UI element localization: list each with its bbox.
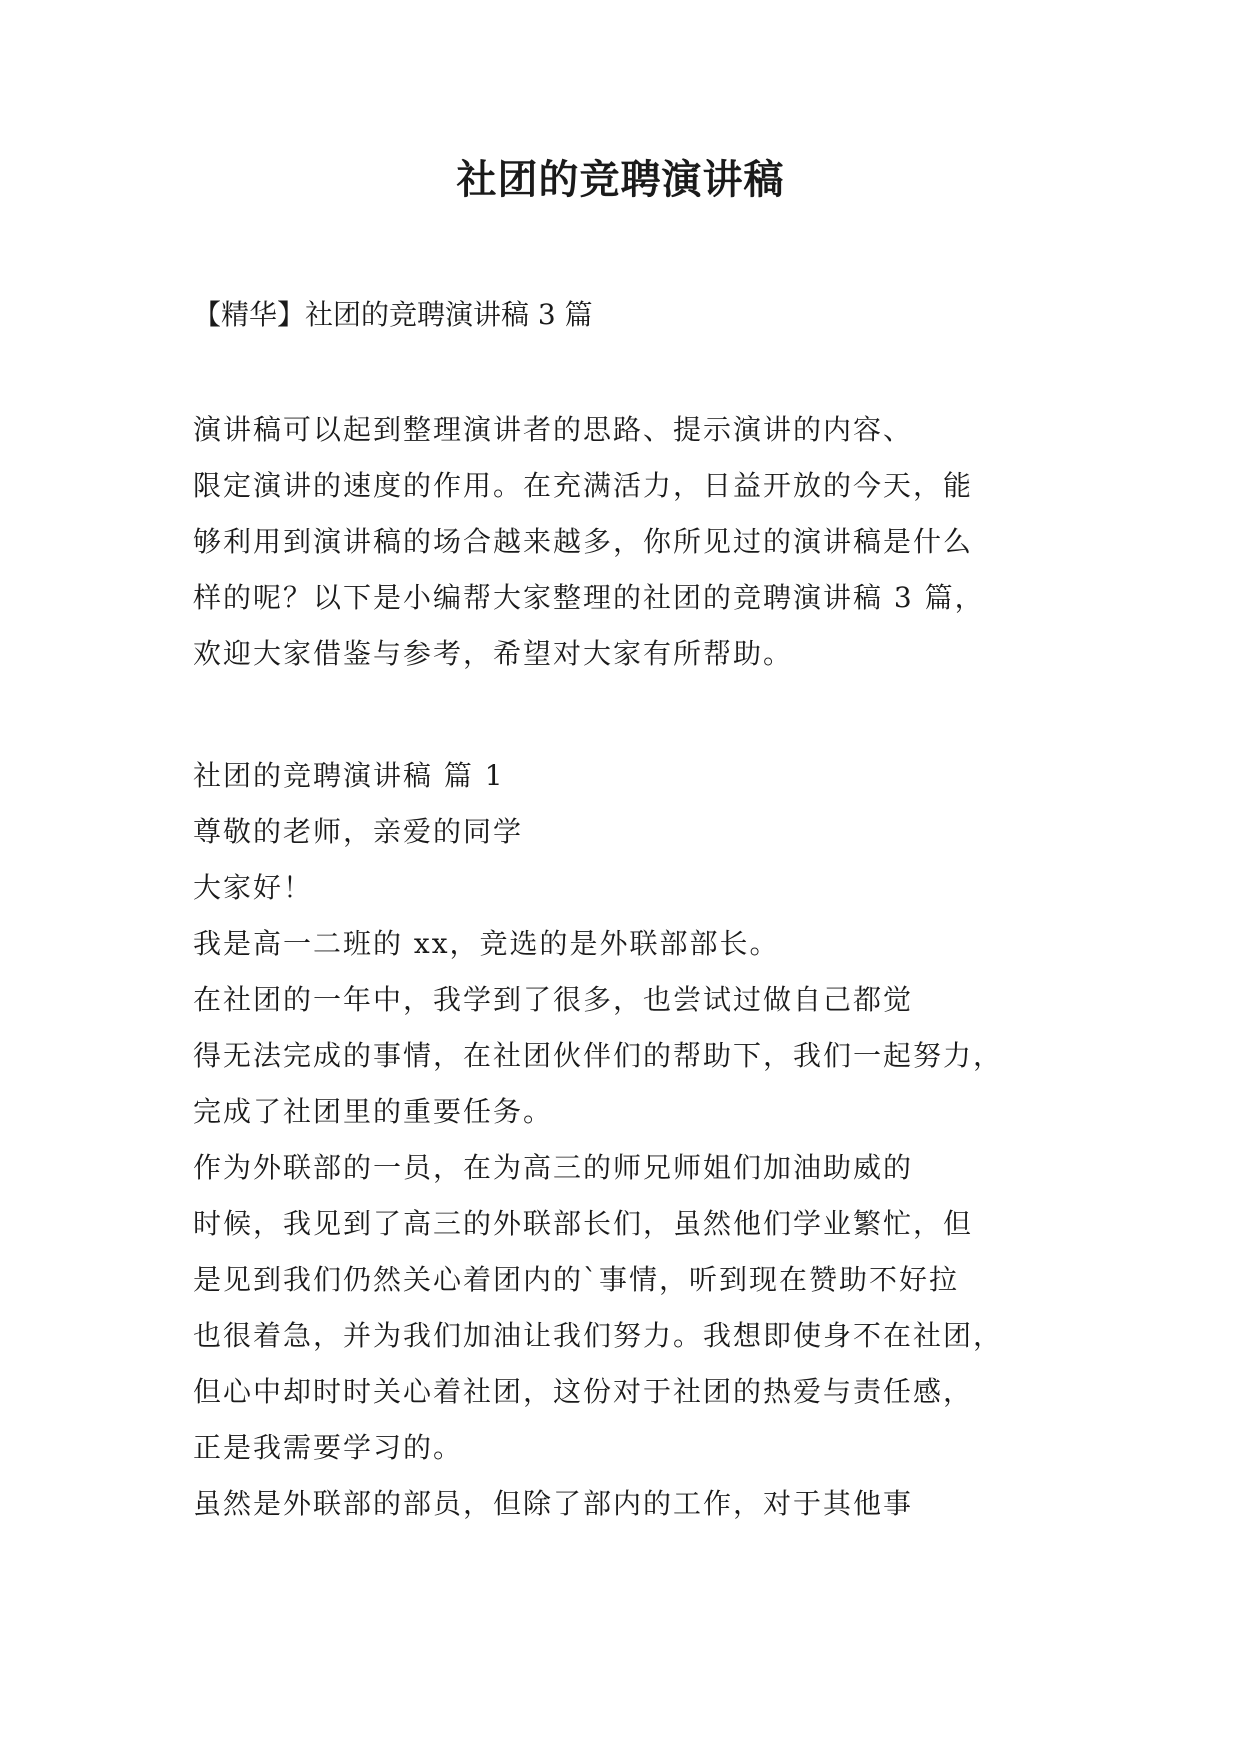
paragraph-line: 欢迎大家借鉴与参考，希望对大家有所帮助。	[193, 637, 794, 670]
section-heading: 社团的竞聘演讲稿 篇 1	[193, 759, 505, 792]
greeting: 大家好！	[193, 871, 314, 904]
paragraph-line: 是见到我们仍然关心着团内的`事情，听到现在赞助不好拉	[193, 1263, 960, 1296]
salutation: 尊敬的老师，亲爱的同学	[193, 815, 524, 848]
paragraph-line: 样的呢？以下是小编帮大家整理的社团的竞聘演讲稿 3 篇，	[193, 581, 985, 614]
paragraph-line: 时候，我见到了高三的外联部长们，虽然他们学业繁忙，但	[193, 1207, 974, 1240]
paragraph-line: 演讲稿可以起到整理演讲者的思路、提示演讲的内容、	[193, 413, 914, 446]
paragraph-line: 正是我需要学习的。	[193, 1431, 464, 1464]
paragraph-line: 也很着急，并为我们加油让我们努力。我想即使身不在社团，	[193, 1319, 1004, 1352]
paragraph-line: 完成了社团里的重要任务。	[193, 1095, 554, 1128]
document-subtitle: 【精华】社团的竞聘演讲稿 3 篇	[193, 298, 593, 331]
paragraph-line: 作为外联部的一员，在为高三的师兄师姐们加油助威的	[193, 1151, 914, 1184]
paragraph-line: 在社团的一年中，我学到了很多，也尝试过做自己都觉	[193, 983, 914, 1016]
paragraph-line: 够利用到演讲稿的场合越来越多，你所见过的演讲稿是什么	[193, 525, 974, 558]
paragraph-line: 但心中却时时关心着社团，这份对于社团的热爱与责任感，	[193, 1375, 974, 1408]
paragraph-line: 虽然是外联部的部员，但除了部内的工作，对于其他事	[193, 1487, 914, 1520]
paragraph-line: 限定演讲的速度的作用。在充满活力，日益开放的今天，能	[193, 469, 974, 502]
paragraph-line: 得无法完成的事情，在社团伙伴们的帮助下，我们一起努力，	[193, 1039, 1004, 1072]
document-title: 社团的竞聘演讲稿	[456, 156, 785, 203]
paragraph-line: 我是高一二班的 xx，竞选的是外联部部长。	[193, 927, 780, 960]
